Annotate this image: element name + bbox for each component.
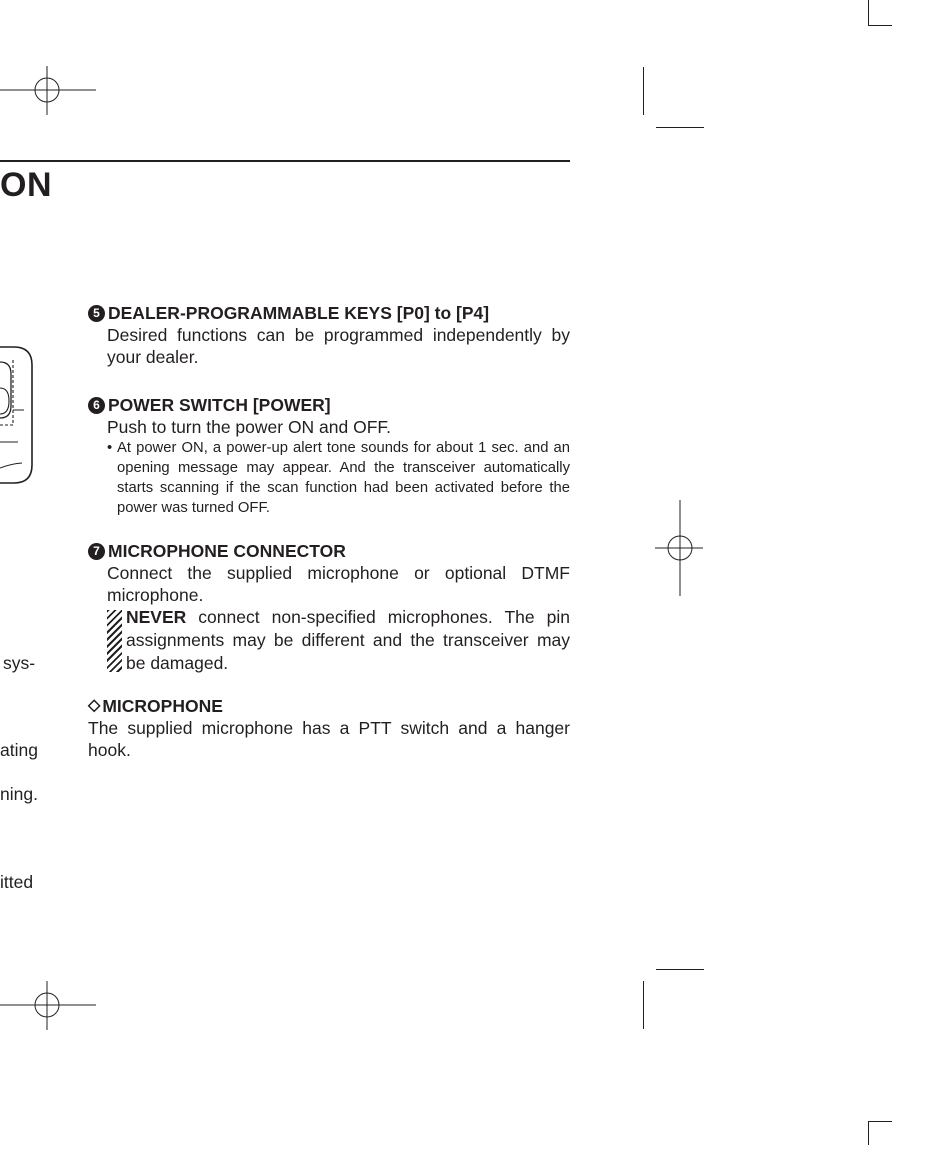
section-body: Push to turn the power ON and OFF. [107, 417, 392, 437]
registration-mark [0, 981, 100, 1031]
left-edge-text: ating [0, 740, 38, 760]
heading-text: POWER SWITCH [POWER] [108, 395, 331, 415]
crop-mark [868, 25, 892, 26]
circled-number-icon: 5 [88, 305, 105, 322]
transceiver-illustration [0, 344, 36, 486]
section-microphone [88, 695, 570, 761]
section-microphone-connector [88, 540, 570, 675]
section-heading [88, 695, 570, 717]
caution-note [107, 606, 570, 675]
section-heading [88, 302, 570, 324]
crop-mark [868, 1121, 869, 1145]
left-edge-text: ning. [0, 784, 38, 804]
caution-text: connect non-specified microphones. The pin assignments may be different and the transceiver may be damaged. [126, 607, 570, 673]
circled-number-icon: 6 [88, 397, 105, 414]
section-heading [88, 394, 570, 416]
diamond-icon: ◇ [88, 697, 101, 714]
bullet-text: At power ON, a power-up alert tone sounds for about 1 sec. and an opening message may appear. And the transceiver automatically starts scanning if the scan function had been activated before the power was turned OFF. [117, 440, 570, 516]
crop-mark [656, 969, 704, 970]
page-title-fragment: ON [0, 166, 52, 204]
heading-text: MICROPHONE [102, 696, 223, 716]
heading-text: MICROPHONE CONNECTOR [108, 541, 346, 561]
registration-mark [0, 66, 100, 116]
left-edge-text: itted [0, 872, 34, 892]
bullet-icon: • [107, 440, 113, 456]
section-heading [88, 540, 570, 562]
caution-stripes-icon [107, 610, 122, 672]
caution-keyword: NEVER [126, 607, 187, 627]
registration-mark [655, 500, 705, 597]
section-body: Connect the supplied microphone or optional DTMF microphone. [107, 563, 570, 605]
crop-mark [656, 127, 704, 128]
heading-text: DEALER-PROGRAMMABLE KEYS [P0] to [P4] [108, 303, 490, 323]
circled-number-icon: 7 [88, 543, 105, 560]
crop-mark [643, 67, 644, 115]
crop-mark [868, 0, 869, 25]
crop-mark [643, 981, 644, 1029]
section-dealer-keys [88, 302, 570, 368]
section-power-switch [88, 394, 570, 518]
section-body: Desired functions can be programmed independently by your dealer. [107, 325, 570, 367]
crop-mark [868, 1121, 892, 1122]
title-rule [0, 160, 570, 162]
section-body: The supplied microphone has a PTT switch and a hanger hook. [88, 718, 570, 760]
left-edge-text: sys- [3, 653, 36, 673]
bullet-note [107, 438, 570, 518]
